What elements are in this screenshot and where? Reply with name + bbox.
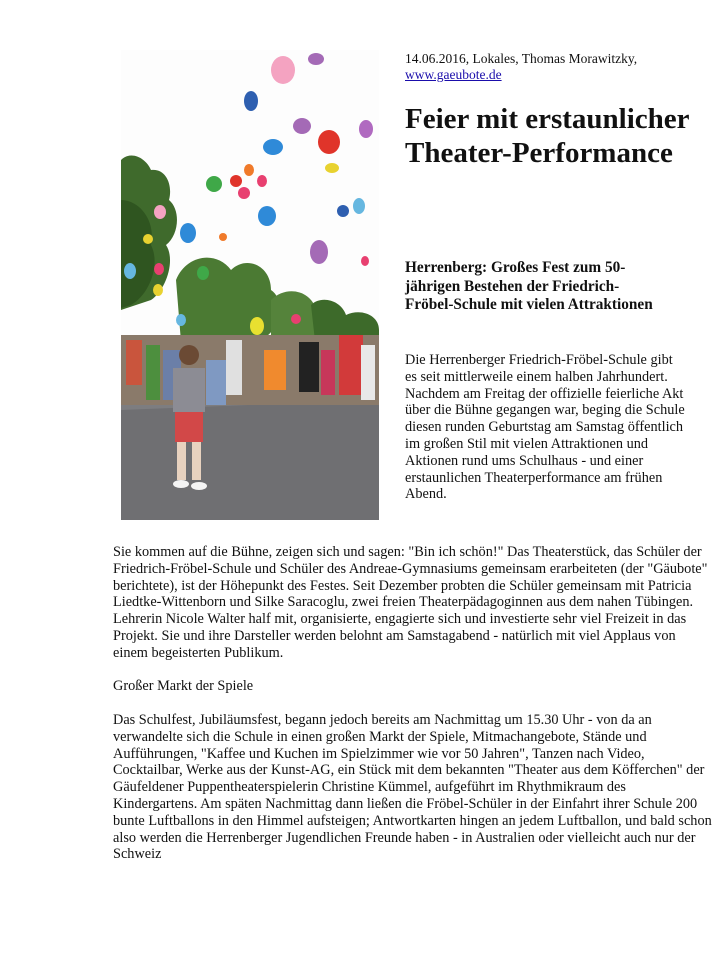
section-heading: Großer Markt der Spiele <box>113 678 254 695</box>
body-paragraph-2: Das Schulfest, Jubiläumsfest, begann jedoch bereits am Nachmittag um 15.30 Uhr - von da an verwandelte sich die Schule in einen großen Markt der Spiele, Mitmachangebote, Stände und Aufführungen, "Kaffee und Kuchen im Spielzimmer wie vor 50 Jahren", Tanzen nach Video, Cocktailbar, Werke aus der Kunst-AG, ein Stück mit dem bekannten "Theater aus dem Köfferchen" der Gäufeldener Puppentheaterspielerin Christine Kümmel, aufgeführt im Rhythmikraum des Kindergartens. Am späten Nachmittag dann ließen die Fröbel-Schüler in der Einfahrt ihrer Schule 200 bunte Luftballons in den Himmel aufsteigen; Antwortkarten hingen an jedem Luftballon, und bald schon also werden die Herrenberger Jugendlichen Freunde haben - in Australien oder vielleicht auch nur der Schweiz <box>113 711 712 863</box>
article-meta <box>405 51 705 83</box>
body-paragraph-1: Sie kommen auf die Bühne, zeigen sich und sagen: "Bin ich schön!" Das Theaterstück, das Schüler der Friedrich-Fröbel-Schule und Schüler des Andreae-Gymnasiums gemeinsam erarbeiteten (der "Gäubote" berichtete), ist der Höhepunkt des Festes. Seit Dezember probten die Schüler gemeinsam mit Patricia Liedtke-Wittenborn und Silke Saracoglu, zwei freien Theaterpädagoginnen aus dem nahen Tübingen. Lehrerin Nicole Walter half mit, organisierte, engagierte sich und investierte sehr viel Freizeit in das Projekt. Sie und ihre Darsteller werden belohnt am Samstagabend - natürlich mit viel Applaus von einem begeisterten Publikum. <box>113 544 708 661</box>
byline: 14.06.2016, Lokales, Thomas Morawitzky, <box>405 51 638 66</box>
article-intro: Die Herrenberger Friedrich-Fröbel-Schule gibt es seit mittlerweile einem halben Jahrhundert. Nachdem am Freitag der offizielle feierliche Akt über die Bühne gegangen war, beging die Schule diesen runden Geburtstag am Samstag öffentlich im großen Stil mit vielen Attraktionen und Aktionen rund ums Schulhaus - und einer erstaunlichen Theaterperformance am frühen Abend. <box>405 352 685 503</box>
article-headline: Feier mit erstaunlicher Theater-Performance <box>405 103 690 169</box>
article-body <box>113 544 713 863</box>
article-subheadline: Herrenberg: Großes Fest zum 50-jährigen Bestehen der Friedrich-Fröbel-Schule mit vielen Attraktionen <box>405 259 653 313</box>
article-photo <box>121 50 379 520</box>
source-link[interactable]: www.gaeubote.de <box>405 67 502 82</box>
